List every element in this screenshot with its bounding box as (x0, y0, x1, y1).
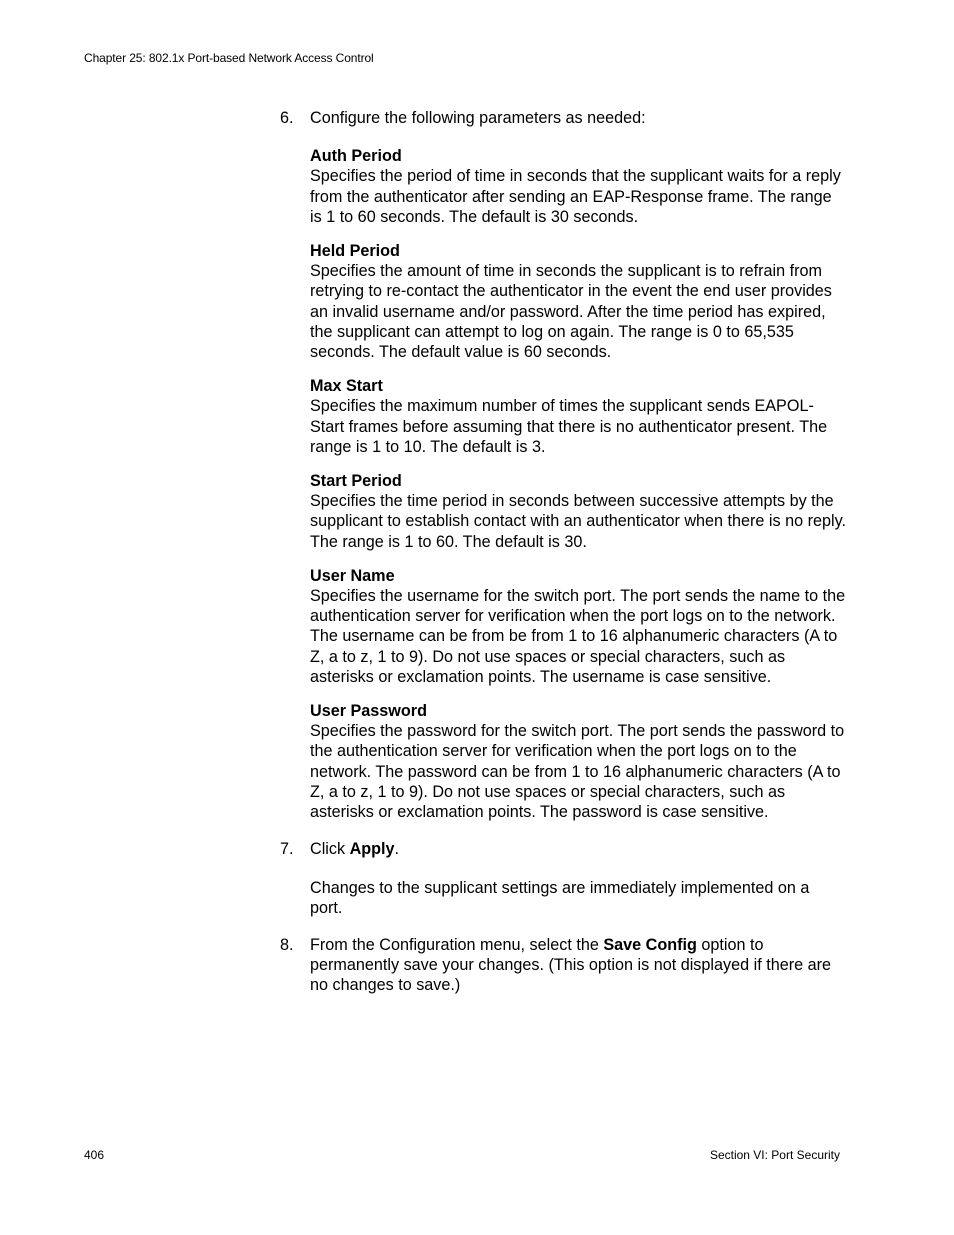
step-body (310, 839, 846, 918)
step-body (310, 108, 846, 822)
param-start-period (310, 471, 846, 552)
param-user-password (310, 701, 846, 822)
step-text: Configure the following parameters as needed: (310, 109, 646, 127)
param-description: Specifies the maximum number of times the supplicant sends EAPOL-Start frames before assuming that there is no authenticator present. The range is 1 to 10. The default is 3. (310, 397, 828, 456)
param-description: Specifies the username for the switch port. The port sends the name to the authentication server for verification when the port logs on to the network. The username can be from be from 1 to 16 alphanumeric characters (A to Z, a to z, 1 to 9). Do not use spaces or special characters, such as asterisks or exclamation points. The username is case sensitive. (310, 587, 846, 686)
section-title: Section VI: Port Security (709, 1148, 840, 1162)
param-title: User Name (310, 566, 395, 585)
step-text-pre: From the Configuration menu, select the (310, 935, 604, 954)
step-6 (280, 108, 850, 822)
page-number: 406 (84, 1148, 105, 1162)
step-text (310, 935, 846, 996)
step-text-pre: Click (310, 840, 350, 859)
param-held-period (310, 241, 846, 362)
step-text-post: . (394, 840, 400, 859)
param-title: User Password (310, 702, 427, 721)
step-text-bold: Save Config (603, 935, 697, 954)
param-description: Specifies the period of time in seconds that the supplicant waits for a reply from the authenticator after sending an EAP-Response frame. The range is 1 to 60 seconds. The default is 30 seconds. (310, 167, 841, 226)
main-content (280, 108, 850, 996)
param-title: Start Period (310, 472, 402, 491)
param-title: Auth Period (310, 147, 402, 166)
param-max-start (310, 376, 846, 457)
param-user-name (310, 566, 846, 687)
step-note: Changes to the supplicant settings are immediately implemented on a port. (310, 878, 810, 917)
param-description: Specifies the password for the switch port. The port sends the password to the authentication server for verification when the port logs on to the network. The password can be from 1 to 16 alphanumeric characters (A to Z, a to z, 1 to 9). Do not use spaces or special characters, such as asterisks or exclamation points. The password is case sensitive. (310, 722, 845, 822)
step-7 (280, 839, 850, 918)
param-description: Specifies the time period in seconds between successive attempts by the supplicant to establish contact with an authenticator when there is no reply. The range is 1 to 60. The default is 30. (310, 492, 846, 551)
step-body (310, 935, 846, 996)
param-title: Max Start (310, 377, 383, 396)
step-number: 8. (280, 935, 294, 954)
step-number: 7. (280, 840, 294, 859)
running-head: Chapter 25: 802.1x Port-based Network Access Control (84, 51, 374, 65)
step-text-bold: Apply (349, 840, 395, 859)
step-8 (280, 935, 850, 996)
step-text-post: option to permanently save your changes. (This option is not displayed if there are no changes to save.) (310, 935, 831, 995)
param-title: Held Period (310, 242, 400, 261)
param-description: Specifies the amount of time in seconds the supplicant is to refrain from retrying to re-contact the authenticator in the event the end user provides an invalid username and/or password. After the time period has expired, the supplicant can attempt to log on again. The range is 0 to 65,535 seconds. The default value is 60 seconds. (310, 262, 832, 362)
step-number: 6. (280, 109, 294, 127)
param-auth-period (310, 146, 846, 227)
step-text (310, 839, 846, 859)
